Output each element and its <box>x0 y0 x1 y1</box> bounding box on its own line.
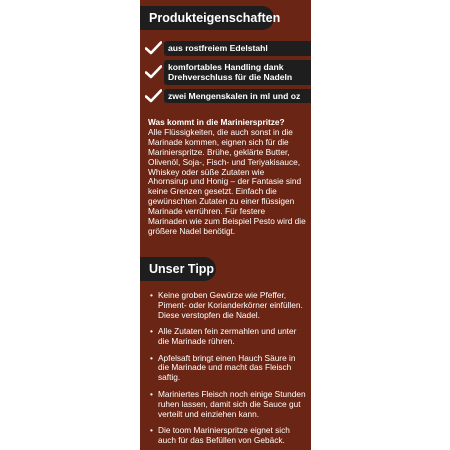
product-properties-list <box>140 41 311 107</box>
tip-item <box>150 291 306 321</box>
check-icon <box>145 65 162 79</box>
tip-item <box>150 327 306 347</box>
check-icon <box>145 41 162 55</box>
marinade-paragraph <box>148 118 306 237</box>
product-properties-heading: Produkteigenschaften <box>140 6 274 30</box>
tip-text: Mariniertes Fleisch noch einige Stunden ruhen lassen, damit sich die Sauce gut verteilt und einziehen kann. <box>158 388 306 419</box>
tip-item <box>150 390 306 420</box>
bullet-icon: • <box>150 424 153 435</box>
bullet-icon: • <box>150 290 153 300</box>
tip-text: Alle Zutaten fein zermahlen und unter die Marinade rühren. <box>158 326 297 347</box>
tip-list <box>150 291 306 450</box>
marinade-text: Alle Flüssigkeiten, die auch sonst in die Marinade kommen, eignen sich für die Marinierspritze. Brühe, geklärte Butter, Olivenöl, Soja-, Fisch- und Teriyakisauce, Whiskey oder süße Zutaten wie Ahornsirup und Honig – der Fantasie sind keine Grenzen gesetzt. Einfach die gewünschten Zutaten zu einer flüssigen Marinade verrühren. Für festere Marinaden wie zum Beispiel Pesto wird die größere Nadel benötigt. <box>148 126 306 236</box>
bullet-icon: • <box>150 326 153 337</box>
tip-heading: Unser Tipp <box>140 257 216 281</box>
tip-text: Die toom Marinierspritze eignet sich auch für das Befüllen von Gebäck. <box>158 424 290 445</box>
marinade-question: Was kommt in die Marinierspritze? <box>148 117 285 127</box>
tip-item <box>150 426 306 446</box>
feature-text: komfortables Handling dank Drehverschluss für die Nadeln <box>168 61 293 82</box>
bullet-icon: • <box>150 388 153 399</box>
bullet-icon: • <box>150 352 153 363</box>
feature-item <box>164 41 311 56</box>
feature-item <box>164 89 311 104</box>
feature-text: zwei Mengenskalen in ml und oz <box>168 90 301 101</box>
feature-item <box>164 60 311 85</box>
tip-text: Apfelsaft bringt einen Hauch Säure in die Marinade und macht das Fleisch saftig. <box>158 352 296 383</box>
check-icon <box>145 89 162 103</box>
tip-item <box>150 354 306 384</box>
feature-text: aus rostfreiem Edelstahl <box>168 43 268 53</box>
product-info-panel <box>140 0 311 450</box>
tip-text: Keine groben Gewürze wie Pfeffer, Piment- oder Korianderkörner einfüllen. Diese verstopfen die Nadel. <box>158 290 303 320</box>
